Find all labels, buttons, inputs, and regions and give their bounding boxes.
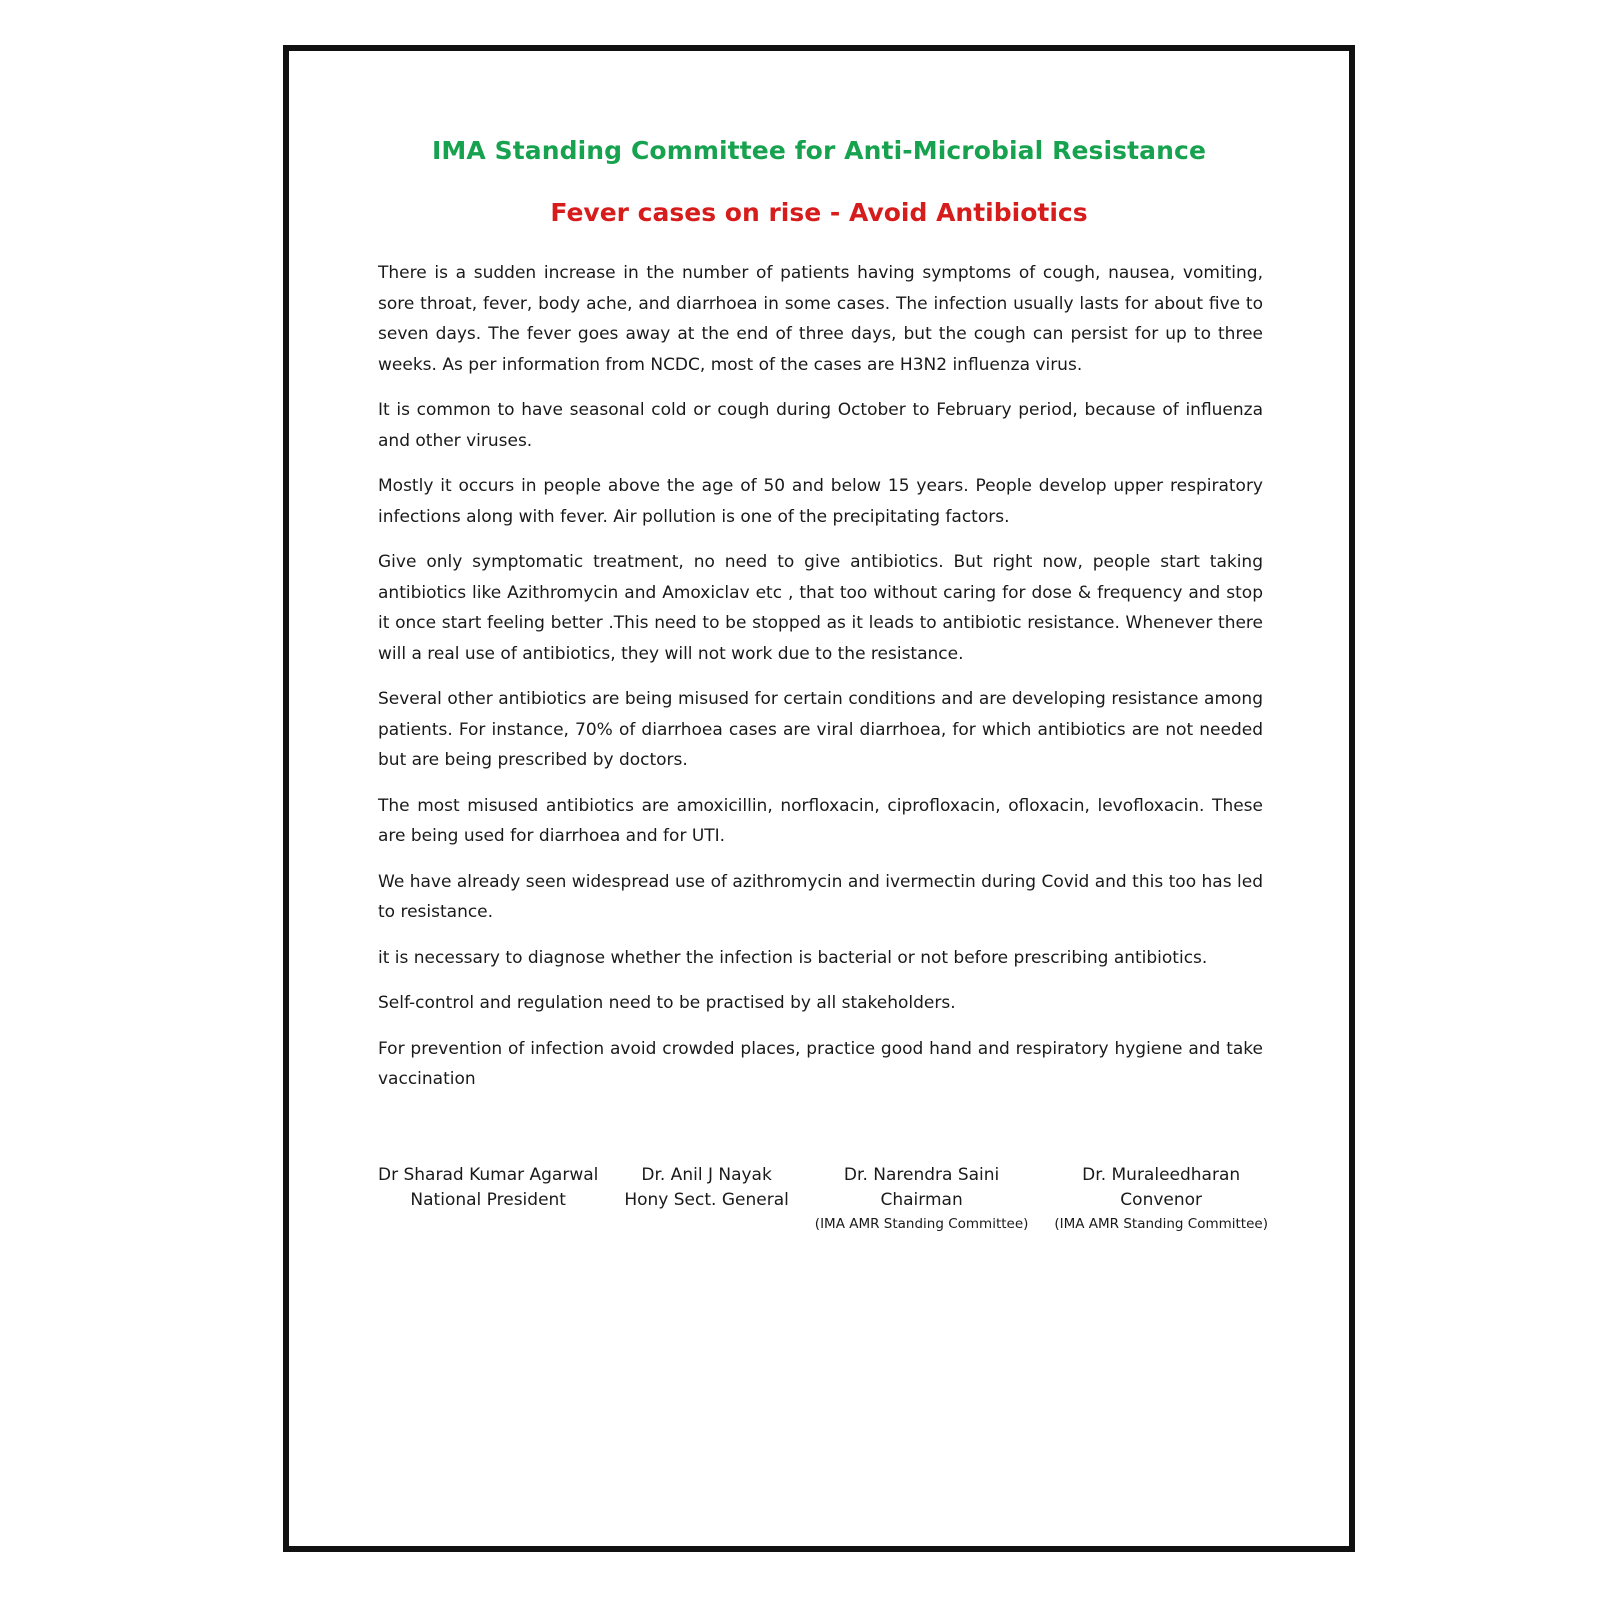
signatory-president (378, 1163, 598, 1235)
signatory-title: National President (410, 1190, 566, 1210)
paragraph: For prevention of infection avoid crowded places, practice good hand and respiratory hygiene and take vaccination (378, 1038, 1263, 1089)
document-title: IMA Standing Committee for Anti-Microbial Resistance (431, 136, 1207, 165)
signatory-title: Convenor (1120, 1190, 1203, 1210)
paragraph: It is common to have seasonal cold or cough during October to February period, because of influenza and other viruses. (378, 400, 1263, 451)
paragraph: The most misused antibiotics are amoxicillin, norfloxacin, ciprofloxacin, ofloxacin, levofloxacin. These are being used for diarrhoea and for UTI. (378, 795, 1263, 846)
signatory-convenor (1054, 1163, 1268, 1235)
paragraph: We have already seen widespread use of azithromycin and ivermectin during Covid and this too has led to resistance. (378, 871, 1263, 922)
signatory-committee: (IMA AMR Standing Committee) (1054, 1216, 1268, 1232)
signatory-committee: (IMA AMR Standing Committee) (814, 1216, 1029, 1232)
paragraph: There is a sudden increase in the number of patients having symptoms of cough, nausea, vomiting, sore throat, fever, body ache, and diarrhoea in some cases. The infection usually lasts for about five to seven days. The fever goes away at the end of three days, but the cough can persist for up to three weeks. As per information from NCDC, most of the cases are H3N2 influenza virus. (378, 263, 1263, 375)
paragraph: Self-control and regulation need to be practised by all stakeholders. (378, 993, 956, 1013)
paragraph: Give only symptomatic treatment, no need to give antibiotics. But right now, people start taking antibiotics like Azithromycin and Amoxiclav etc , that too without caring for dose & frequency and stop it once start feeling better .This need to be stopped as it leads to antibiotic resistance. Whenever there will a real use of antibiotics, they will not work due to the resistance. (378, 552, 1263, 664)
document-subtitle: Fever cases on rise - Avoid Antibiotics (550, 198, 1088, 227)
signatory-name: Dr. Narendra Saini (843, 1165, 1000, 1185)
paragraph: it is necessary to diagnose whether the infection is bacterial or not before prescribing antibiotics. (378, 947, 1208, 968)
signatory-name: Dr. Anil J Nayak (641, 1165, 772, 1185)
document-body (378, 258, 1263, 1110)
document-page (283, 45, 1355, 1552)
signatory-secretary-general (624, 1163, 789, 1235)
paragraph: Mostly it occurs in people above the age of 50 and below 15 years. People develop upper respiratory infections along with fever. Air pollution is one of the precipitating factors. (378, 476, 1263, 527)
signatory-chairman (815, 1163, 1029, 1235)
signatory-name: Dr. Muraleedharan (1082, 1165, 1241, 1185)
signature-block (378, 1163, 1268, 1235)
paragraph: Several other antibiotics are being misused for certain conditions and are developing resistance among patients. For instance, 70% of diarrhoea cases are viral diarrhoea, for which antibiotics are not needed but are being prescribed by doctors. (378, 689, 1263, 770)
signatory-name: Dr Sharad Kumar Agarwal (378, 1165, 599, 1185)
signatory-title: Chairman (880, 1190, 963, 1210)
signatory-title: Hony Sect. General (624, 1190, 789, 1210)
